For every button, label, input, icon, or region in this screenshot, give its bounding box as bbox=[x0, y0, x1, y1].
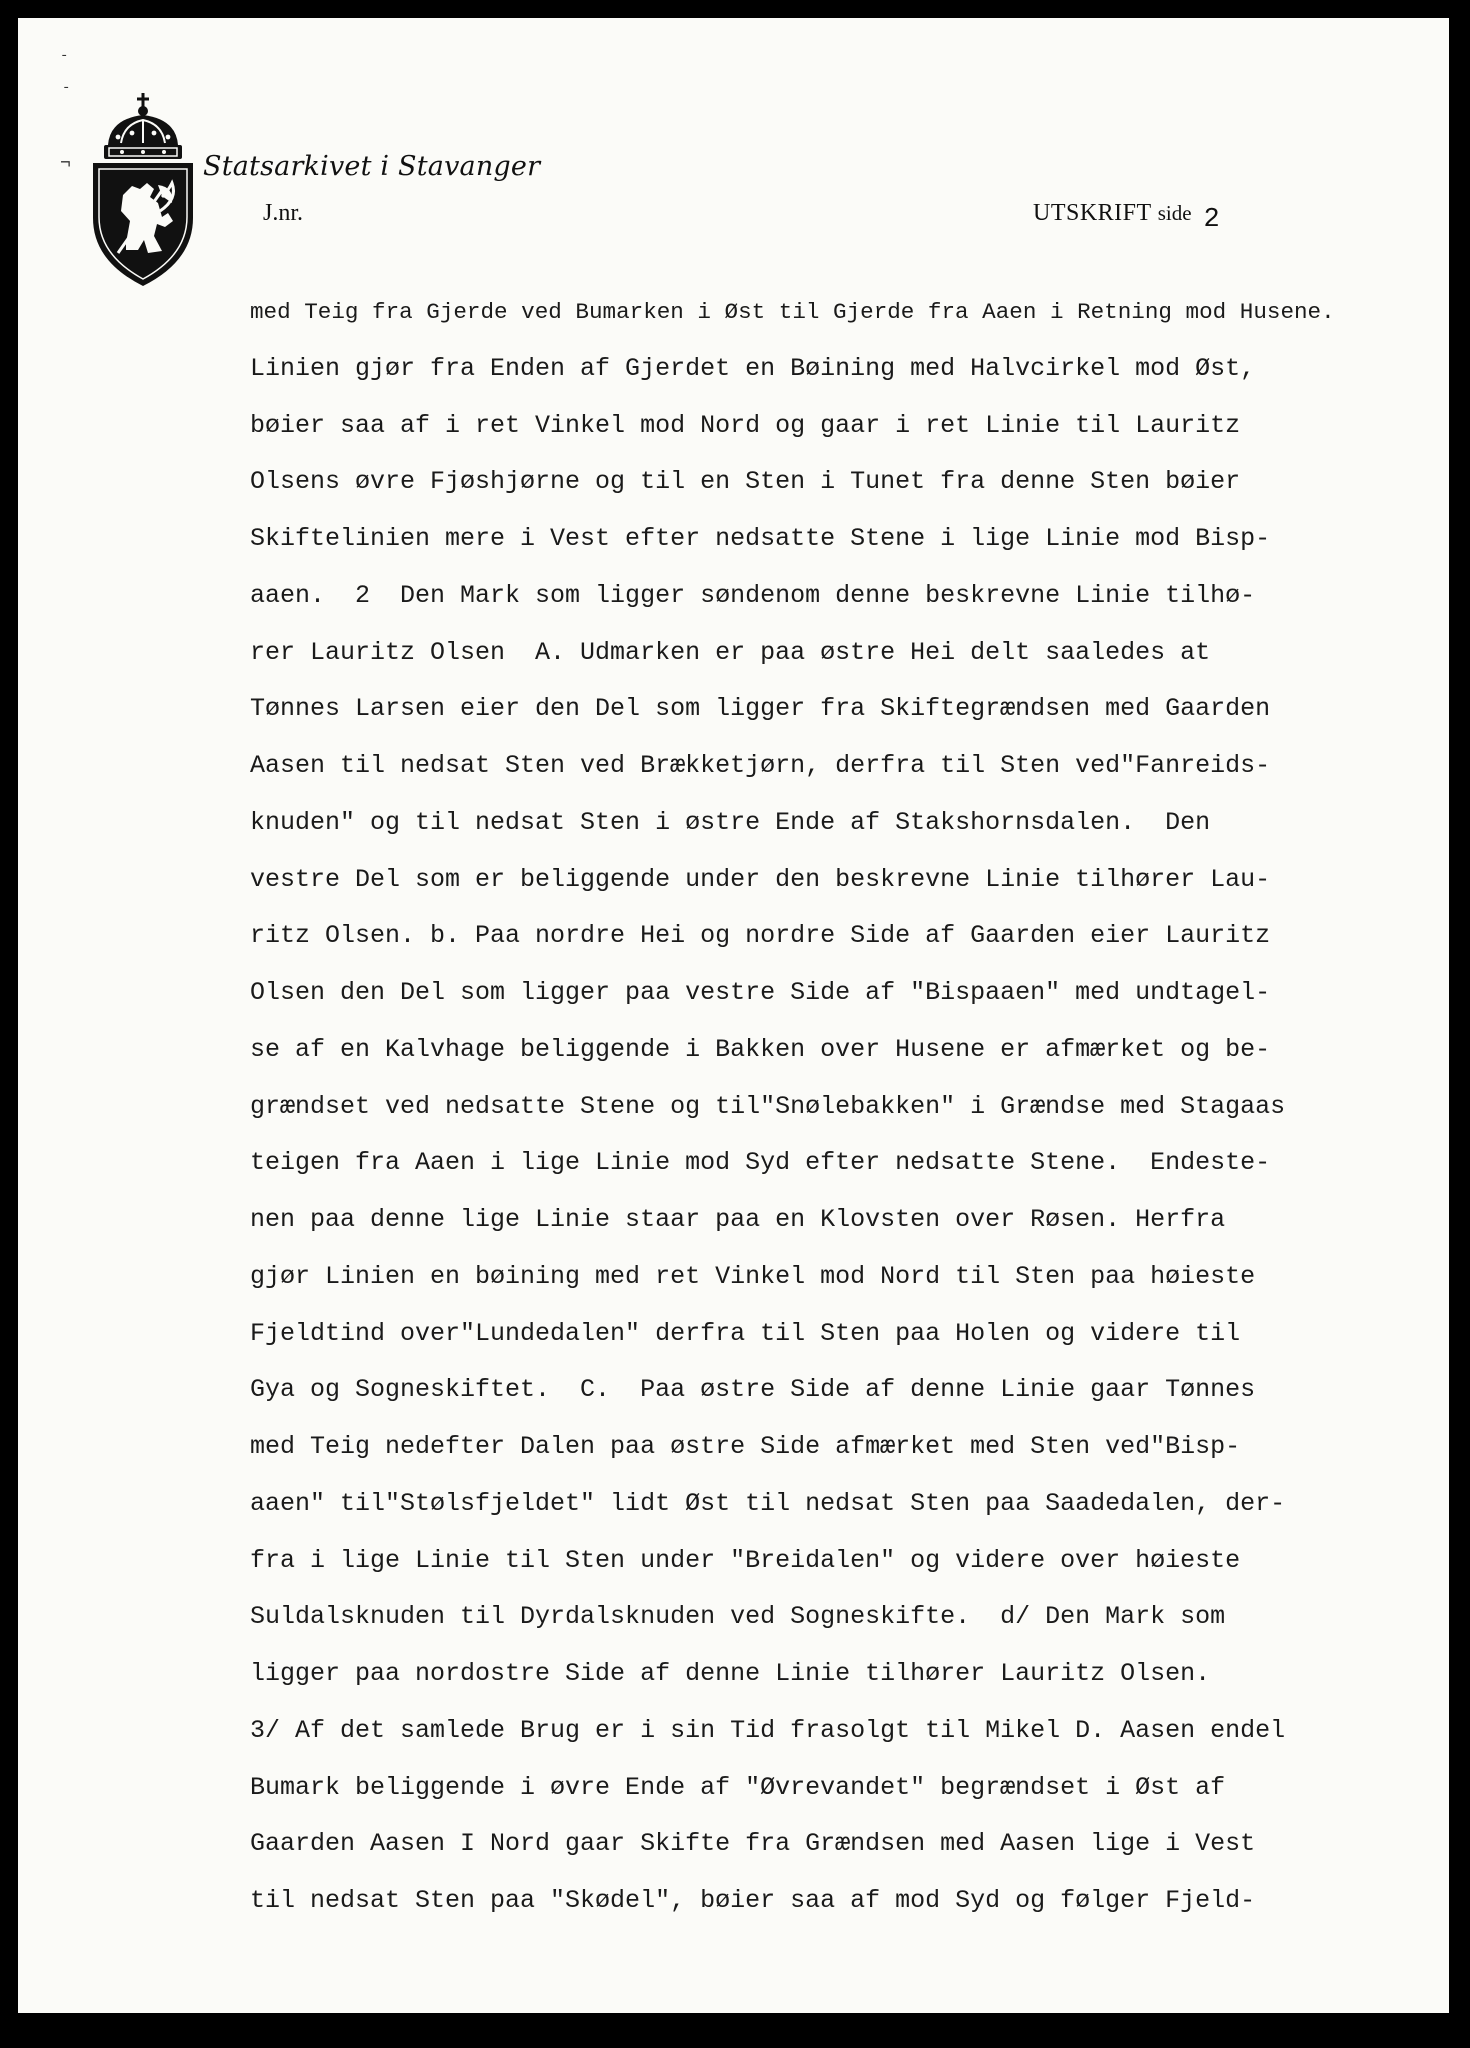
text-line: gjør Linien en bøining med ret Vinkel mod Nord til Sten paa høieste bbox=[250, 1261, 1256, 1291]
text-line: Olsens øvre Fjøshjørne og til en Sten i Tunet fra denne Sten bøier bbox=[250, 467, 1241, 497]
text-line: teigen fra Aaen i lige Linie mod Syd efter nedsatte Stene. Endeste- bbox=[250, 1148, 1271, 1178]
text-line: fra i lige Linie til Sten under "Breidalen" og videre over høieste bbox=[250, 1545, 1241, 1575]
text-line: ligger paa nordostre Side af denne Linie tilhører Lauritz Olsen. bbox=[250, 1659, 1211, 1688]
transcript-body bbox=[250, 284, 1449, 1930]
institution-name: Statsarkivet i Stavanger bbox=[203, 151, 541, 182]
margin-mark-bottom: ¬ bbox=[60, 154, 71, 174]
text-line: Aasen til nedsat Sten ved Brækketjørn, derfra til Sten ved"Fanreids- bbox=[250, 751, 1271, 780]
text-line: se af en Kalvhage beliggende i Bakken over Husene er afmærket og be- bbox=[250, 1034, 1271, 1064]
text-line: nen paa denne lige Linie staar paa en Klovsten over Røsen. Herfra bbox=[250, 1205, 1226, 1234]
text-line: aaen" til"Stølsfjeldet" lidt Øst til nedsat Sten paa Saadedalen, der- bbox=[250, 1488, 1286, 1518]
side-label: side bbox=[1157, 201, 1192, 225]
text-line: til nedsat Sten paa "Skødel", bøier saa af mod Syd og følger Fjeld- bbox=[250, 1886, 1256, 1915]
text-line: 3/ Af det samlede Brug er i sin Tid frasolgt til Mikel D. Aasen endel bbox=[250, 1715, 1286, 1745]
norwegian-coat-of-arms-icon bbox=[88, 93, 198, 288]
text-line: grændset ved nedsatte Stene og til"Snølebakken" i Grændse med Stagaas bbox=[250, 1091, 1286, 1121]
text-line: med Teig nedefter Dalen paa østre Side afmærket med Sten ved"Bisp- bbox=[250, 1432, 1241, 1461]
margin-mark-top: - bbox=[60, 48, 69, 64]
text-line: Fjeldtind over"Lundedalen" derfra til Sten paa Holen og videre til bbox=[250, 1318, 1241, 1348]
text-line: Gya og Sogneskiftet. C. Paa østre Side af denne Linie gaar Tønnes bbox=[250, 1375, 1256, 1405]
margin-mark-middle: - bbox=[62, 80, 71, 96]
text-line: Linien gjør fra Enden af Gjerdet en Bøining med Halvcirkel mod Øst, bbox=[250, 353, 1256, 383]
transcript-page-label bbox=[1033, 199, 1221, 235]
text-line: ritz Olsen. b. Paa nordre Hei og nordre Side af Gaarden eier Lauritz bbox=[250, 921, 1271, 951]
text-line: Bumark beliggende i øvre Ende af "Øvrevandet" begrændset i Øst af bbox=[250, 1772, 1226, 1802]
text-line: bøier saa af i ret Vinkel mod Nord og gaar i ret Linie til Lauritz bbox=[250, 410, 1241, 440]
text-line: Skiftelinien mere i Vest efter nedsatte Stene i lige Linie mod Bisp- bbox=[250, 524, 1271, 553]
text-line: Gaarden Aasen I Nord gaar Skifte fra Grændsen med Aasen lige i Vest bbox=[250, 1829, 1256, 1859]
text-line: vestre Del som er beliggende under den beskrevne Linie tilhører Lau- bbox=[250, 864, 1271, 894]
text-line: aaen. 2 Den Mark som ligger søndenom denne beskrevne Linie tilhø- bbox=[250, 580, 1256, 610]
transcript-label: UTSKRIFT bbox=[1033, 200, 1152, 226]
text-line: med Teig fra Gjerde ved Bumarken i Øst til Gjerde fra Aaen i Retning mod Husene. bbox=[250, 299, 1335, 325]
text-line: rer Lauritz Olsen A. Udmarken er paa østre Hei delt saaledes at bbox=[250, 637, 1211, 667]
text-line: Tønnes Larsen eier den Del som ligger fra Skiftegrændsen med Gaarden bbox=[250, 694, 1271, 724]
text-line: knuden" og til nedsat Sten i østre Ende af Stakshornsdalen. Den bbox=[250, 807, 1211, 837]
text-line: Suldalsknuden til Dyrdalsknuden ved Sogneskifte. d/ Den Mark som bbox=[250, 1602, 1226, 1632]
text-line: Olsen den Del som ligger paa vestre Side af "Bispaaen" med undtagel- bbox=[250, 978, 1271, 1007]
page-number: 2 bbox=[1203, 205, 1221, 235]
document-page bbox=[18, 18, 1449, 2013]
journal-number-label: J.nr. bbox=[263, 200, 304, 226]
